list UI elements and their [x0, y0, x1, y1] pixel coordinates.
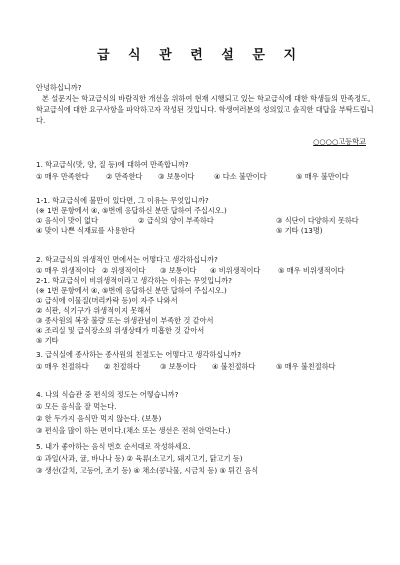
intro-body: 본 설문지는 학교급식의 바람직한 개선을 위하여 현재 시행되고 있는 학교급식에 대한 학생들의 만족정도, 학교급식에 대한 요구사항을 파악하고자 작성된 것입니다. 학생여러분의 성의있고 솔직한 대답을 부탁드립니다. [36, 94, 374, 125]
q5-options-row2[interactable]: ③ 생선(갈치, 고등어, 조기 등) ④ 채소(콩나물, 시금치 등) ⑤ 튀긴 음식 [36, 466, 259, 475]
q3-option-4[interactable]: ④ 불친절하다 [212, 362, 256, 371]
question-4-text: 4. 나의 식습관 중 편식의 정도는 어떻습니까? [36, 390, 179, 399]
q2-1-option-4[interactable]: ④ 조리실 및 급식장소의 위생상태가 미흡한 것 같아서 [36, 326, 205, 335]
q2-option-1[interactable]: ① 매우 위생적이다 [36, 266, 96, 275]
q2-1-option-3[interactable]: ③ 종사원의 복장 불량 또는 위생관념이 부족한 것 같아서 [36, 316, 214, 325]
q1-option-2[interactable]: ② 만족한다 [106, 172, 143, 181]
q2-option-4[interactable]: ④ 비위생적이다 [210, 266, 261, 275]
question-3-text: 3. 급식실에 종사하는 종사원의 친절도는 어떻다고 생각하십니까? [36, 350, 241, 359]
question-1-1-text: 1-1. 학교급식에 불만이 있다면, 그 이유는 무엇입니까? [36, 196, 209, 205]
q2-option-5[interactable]: ⑤ 매우 비위생적이다 [278, 266, 345, 275]
question-1-1 [36, 196, 386, 236]
q1-option-4[interactable]: ④ 다소 불만이다 [214, 172, 267, 181]
survey-title: 급 식 관 련 설 문 지 [96, 48, 304, 63]
q1-option-3[interactable]: ③ 보통이다 [158, 172, 195, 181]
school-name: ○○○○고등학교 [313, 137, 366, 146]
q4-option-1[interactable]: ① 모든 음식을 잘 먹는다. [36, 402, 117, 411]
question-2-1 [36, 276, 386, 346]
q2-option-3[interactable]: ③ 보통이다 [160, 266, 197, 275]
q1-option-1[interactable]: ① 매우 만족한다 [36, 172, 89, 181]
q4-option-3[interactable]: ③ 편식을 많이 하는 편이다.(채소 또는 생선은 전혀 안먹는다.) [36, 426, 231, 435]
question-2 [36, 255, 386, 276]
question-2-1-text: 2-1. 학교급식이 비위생적이라고 생각하는 이유는 무엇입니까? [36, 276, 232, 285]
q4-option-2[interactable]: ② 한 두가지 음식만 먹지 않는다. (보통) [36, 414, 162, 423]
greeting: 안녕하십니까? [36, 83, 82, 92]
q3-option-2[interactable]: ② 친절하다 [104, 362, 141, 371]
q3-option-3[interactable]: ③ 보통이다 [160, 362, 197, 371]
question-5 [36, 442, 386, 476]
q2-1-option-2[interactable]: ② 식판, 식기구가 위생적이지 못해서 [36, 306, 152, 315]
question-1 [36, 160, 386, 182]
q5-options-row1[interactable]: ① 과일(사과, 귤, 바나나 등) ② 육류(소고기, 돼지고기, 닭고기 등) [36, 454, 243, 463]
q1-option-5[interactable]: ⑤ 매우 불만이다 [296, 172, 349, 181]
q1-1-option-1[interactable]: ① 음식이 맛이 없다 [36, 216, 98, 225]
question-1-1-note: (※ 1번 문항에서 ④, ⑤번에 응답하신 분만 답하여 주십시오.) [36, 206, 227, 215]
q2-1-option-1[interactable]: ① 급식에 이물질(머리카락 등)이 자주 나와서 [36, 296, 178, 305]
question-1-options [36, 172, 386, 182]
q1-1-option-2[interactable]: ② 급식의 양이 부족하다 [138, 216, 214, 225]
q2-option-2[interactable]: ② 위생적이다 [102, 266, 146, 275]
q3-option-5[interactable]: ⑤ 매우 불친절하다 [276, 362, 336, 371]
question-2-options [36, 266, 386, 276]
q3-option-1[interactable]: ① 매우 친절하다 [36, 362, 89, 371]
q1-1-option-5[interactable]: ⑤ 기타 (13명) [276, 226, 323, 235]
q1-1-option-3[interactable]: ③ 식단이 다양하지 못하다 [276, 216, 359, 225]
question-4 [36, 390, 386, 436]
question-1-1-options-row1 [36, 216, 386, 226]
question-3 [36, 350, 386, 372]
intro-section [36, 82, 376, 126]
q2-1-option-5[interactable]: ⑤ 기타 [36, 336, 59, 345]
q1-1-option-4[interactable]: ④ 맞이 나쁜 식재료를 사용한다 [36, 226, 135, 235]
question-2-text: 2. 학교급식의 위생적인 면에서는 어떻다고 생각하십니까? [36, 255, 218, 264]
question-5-text: 5. 내가 좋아하는 음식 번호 순서대로 작성하세요. [36, 442, 191, 451]
question-1-1-options-row2 [36, 226, 386, 236]
question-2-1-note: (※ 1번 문항에서 ④, ⑤번에 응답하신 분만 답하여 주십시오.) [36, 286, 227, 295]
question-3-options [36, 362, 386, 372]
question-1-text: 1. 학교급식(맛, 양, 질 등)에 대하여 만족합니까? [36, 160, 189, 169]
